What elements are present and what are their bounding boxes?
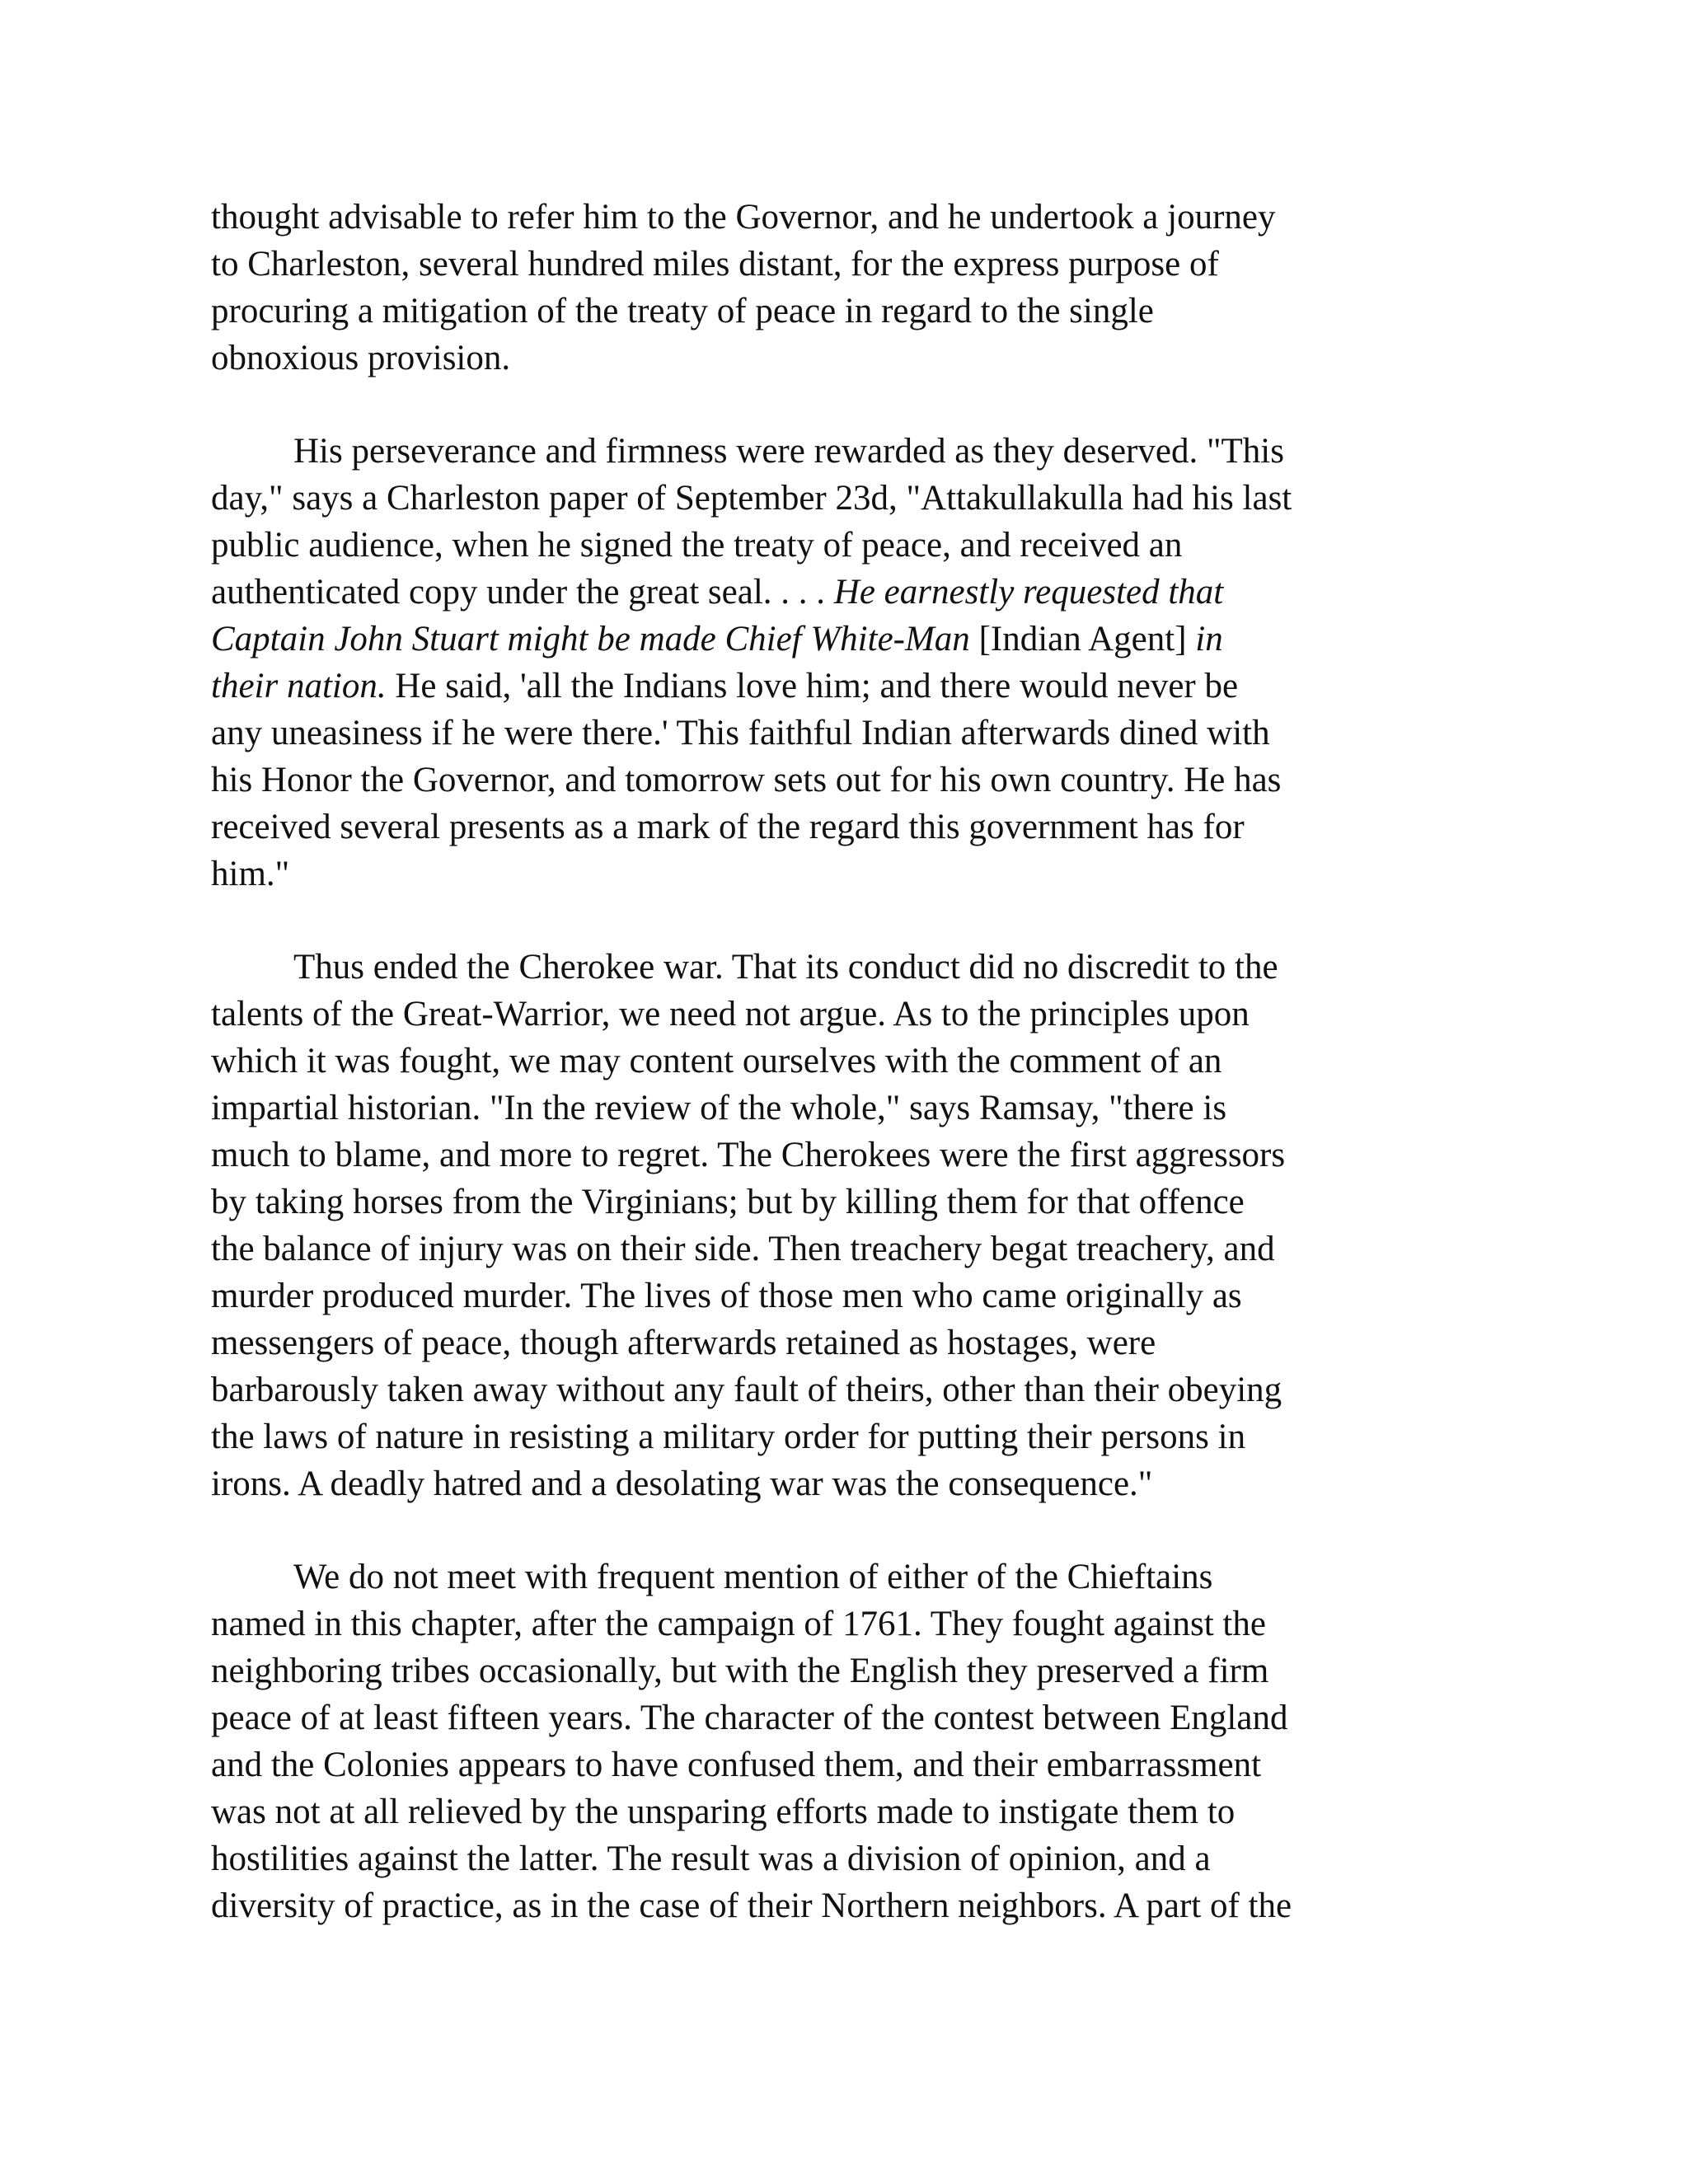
text-line: and the Colonies appears to have confused them, and their embarrassment [211, 1746, 1262, 1784]
text-line: much to blame, and more to regret. The Cherokees were the first aggressors [211, 1136, 1286, 1174]
text-line: to Charleston, several hundred miles distant, for the express purpose of [211, 245, 1219, 284]
text-line: received several presents as a mark of the regard this government has for [211, 808, 1245, 846]
text-segment: He said, 'all the Indians love him; and there would never be [395, 667, 1239, 705]
text-line [211, 569, 1530, 616]
text-line: messengers of peace, though afterwards retained as hostages, were [211, 1324, 1156, 1362]
italic-segment: He earnestly requested that [833, 573, 1224, 612]
text-line: the balance of injury was on their side. Then treachery begat treachery, and [211, 1230, 1275, 1268]
text-line: any uneasiness if he were there.' This faithful Indian afterwards dined with [211, 714, 1270, 752]
text-line: by taking horses from the Virginians; but by killing them for that offence [211, 1183, 1245, 1221]
text-line: diversity of practice, as in the case of their Northern neighbors. A part of the [211, 1886, 1292, 1925]
text-line: We do not meet with frequent mention of either of the Chieftains [293, 1558, 1213, 1596]
text-line: irons. A deadly hatred and a desolating war was the consequence." [211, 1465, 1153, 1503]
text-line: public audience, when he signed the treaty of peace, and received an [211, 526, 1183, 565]
text-line: his Honor the Governor, and tomorrow sets out for his own country. He has [211, 761, 1282, 799]
text-line: named in this chapter, after the campaign of 1761. They fought against the [211, 1605, 1266, 1643]
document-page [211, 194, 1530, 1929]
text-line: His perseverance and firmness were rewarded as they deserved. "This [293, 432, 1284, 471]
italic-segment: Captain John Stuart might be made Chief White-Man [211, 620, 970, 658]
text-line: was not at all relieved by the unsparing efforts made to instigate them to [211, 1793, 1236, 1831]
text-segment: [Indian Agent] [978, 620, 1187, 658]
text-line: impartial historian. "In the review of the whole," says Ramsay, "there is [211, 1089, 1227, 1127]
text-line: procuring a mitigation of the treaty of peace in regard to the single [211, 292, 1154, 330]
italic-segment: in [1195, 620, 1223, 658]
text-line: talents of the Great-Warrior, we need not argue. As to the principles upon [211, 995, 1250, 1033]
paragraph-3 [211, 944, 1530, 1507]
text-line: thought advisable to refer him to the Governor, and he undertook a journey [211, 198, 1276, 237]
text-line: the laws of nature in resisting a military order for putting their persons in [211, 1418, 1246, 1456]
italic-segment: their nation. [211, 667, 387, 705]
text-line: murder produced murder. The lives of those men who came originally as [211, 1277, 1242, 1315]
text-line: peace of at least fifteen years. The character of the contest between England [211, 1699, 1288, 1737]
text-line: him." [211, 855, 290, 893]
paragraph-2 [211, 428, 1530, 898]
text-line: hostilities against the latter. The result was a division of opinion, and a [211, 1840, 1211, 1878]
text-line: obnoxious provision. [211, 339, 511, 377]
text-line: Thus ended the Cherokee war. That its conduct did no discredit to the [293, 948, 1278, 987]
text-line [211, 663, 1530, 710]
paragraph-1 [211, 194, 1530, 382]
text-line [211, 616, 1530, 663]
text-line: day," says a Charleston paper of September 23d, "Attakullakulla had his last [211, 479, 1292, 518]
text-line: which it was fought, we may content ourselves with the comment of an [211, 1042, 1222, 1080]
text-line: neighboring tribes occasionally, but with the English they preserved a firm [211, 1652, 1269, 1690]
paragraph-4 [211, 1554, 1530, 1929]
text-segment: authenticated copy under the great seal. . . . [211, 573, 826, 612]
text-line: barbarously taken away without any fault of theirs, other than their obeying [211, 1371, 1282, 1409]
